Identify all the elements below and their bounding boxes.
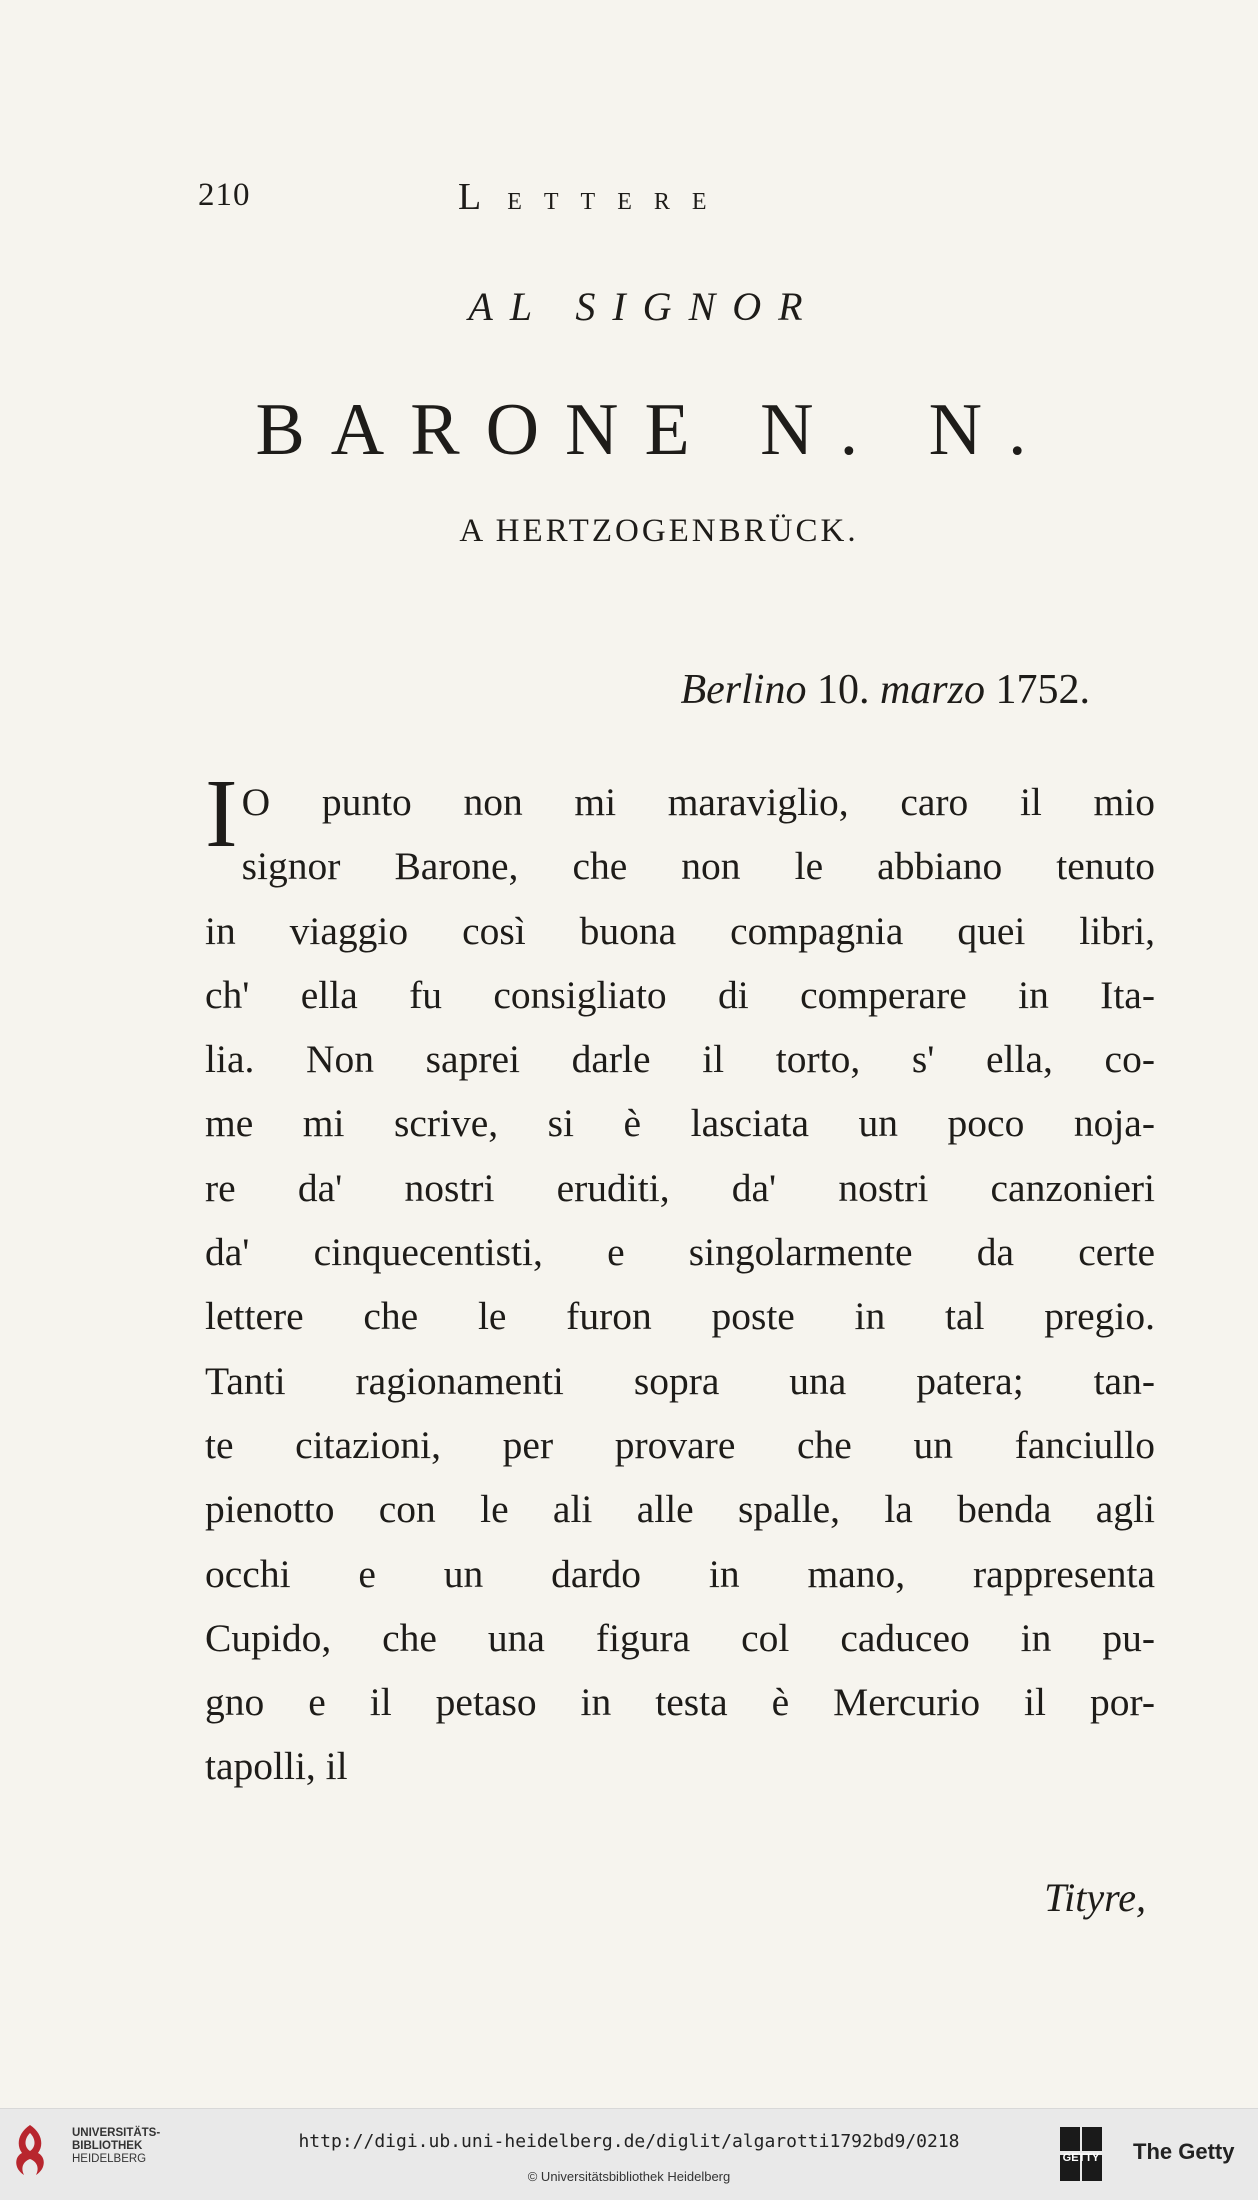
getty-name: The Getty <box>1133 2139 1235 2164</box>
uni-name-line: UNIVERSITÄTS- <box>72 2127 161 2139</box>
dateline-day: 10. <box>816 667 870 713</box>
getty-logo-lettering: GETTY <box>1062 2152 1100 2164</box>
permalink-url[interactable]: http://digi.ub.uni-heidelberg.de/diglit/algarotti1792bd9/0218 <box>298 2131 960 2152</box>
text-line: lia. Non saprei darle il torto, s' ella, co- <box>205 1037 1155 1082</box>
uni-name-line: HEIDELBERG <box>72 2153 147 2165</box>
text-line: ch' ella fu consigliato di comperare in Ita- <box>205 972 1155 1017</box>
copyright-notice: © Universitätsbibliothek Heidelberg <box>527 2169 731 2184</box>
text-line: pienotto con le ali alle spalle, la benda agli <box>205 1487 1155 1532</box>
text-line: occhi e un dardo in mano, rappresenta <box>205 1551 1155 1596</box>
letter-body <box>205 760 1155 1799</box>
dateline <box>680 666 1090 714</box>
getty-logo-icon <box>1058 2125 1104 2183</box>
text-line: da' cinquecentisti, e singolarmente da certe <box>205 1230 1155 1275</box>
text-line: Tanti ragionamenti sopra una patera; tan- <box>205 1358 1155 1403</box>
text-line: signor Barone, che non le abbiano tenuto <box>241 844 1155 889</box>
text-line: in viaggio così buona compagnia quei libri, <box>205 908 1155 953</box>
text-line: te citazioni, per provare che un fanciullo <box>205 1422 1155 1467</box>
text-line: Cupido, che una figura col caduceo in pu- <box>205 1615 1155 1660</box>
dateline-year: 1752. <box>995 667 1090 713</box>
text-line: gno e il petaso in testa è Mercurio il por- <box>205 1680 1155 1725</box>
text-line: me mi scrive, si è lasciata un poco noja- <box>205 1101 1155 1146</box>
text-line: O punto non mi maraviglio, caro il mio <box>241 780 1155 824</box>
drop-cap: I <box>205 760 238 868</box>
heading-addressee-name: BARONE N. N. <box>255 389 1053 471</box>
running-title <box>458 175 729 219</box>
running-title-rest: ETTERE <box>507 189 729 215</box>
catchword: Tityre, <box>1044 1875 1146 1920</box>
text-line: re da' nostri eruditi, da' nostri canzonieri <box>205 1165 1155 1210</box>
text-line: tapolli, il <box>205 1744 348 1789</box>
running-title-initial: L <box>458 176 508 218</box>
heading-addressee-place: A HERTZOGENBRÜCK. <box>459 513 859 549</box>
running-head <box>198 175 888 235</box>
dateline-place: Berlino <box>680 667 807 713</box>
uni-name-line: BIBLIOTHEK <box>72 2140 143 2152</box>
heading-addressee-title: AL SIGNOR <box>468 284 820 329</box>
page-number: 210 <box>198 177 251 213</box>
viewer-footer <box>0 2108 1258 2200</box>
dateline-month: marzo <box>879 667 985 713</box>
text-line: lettere che le furon poste in tal pregio. <box>205 1294 1155 1339</box>
